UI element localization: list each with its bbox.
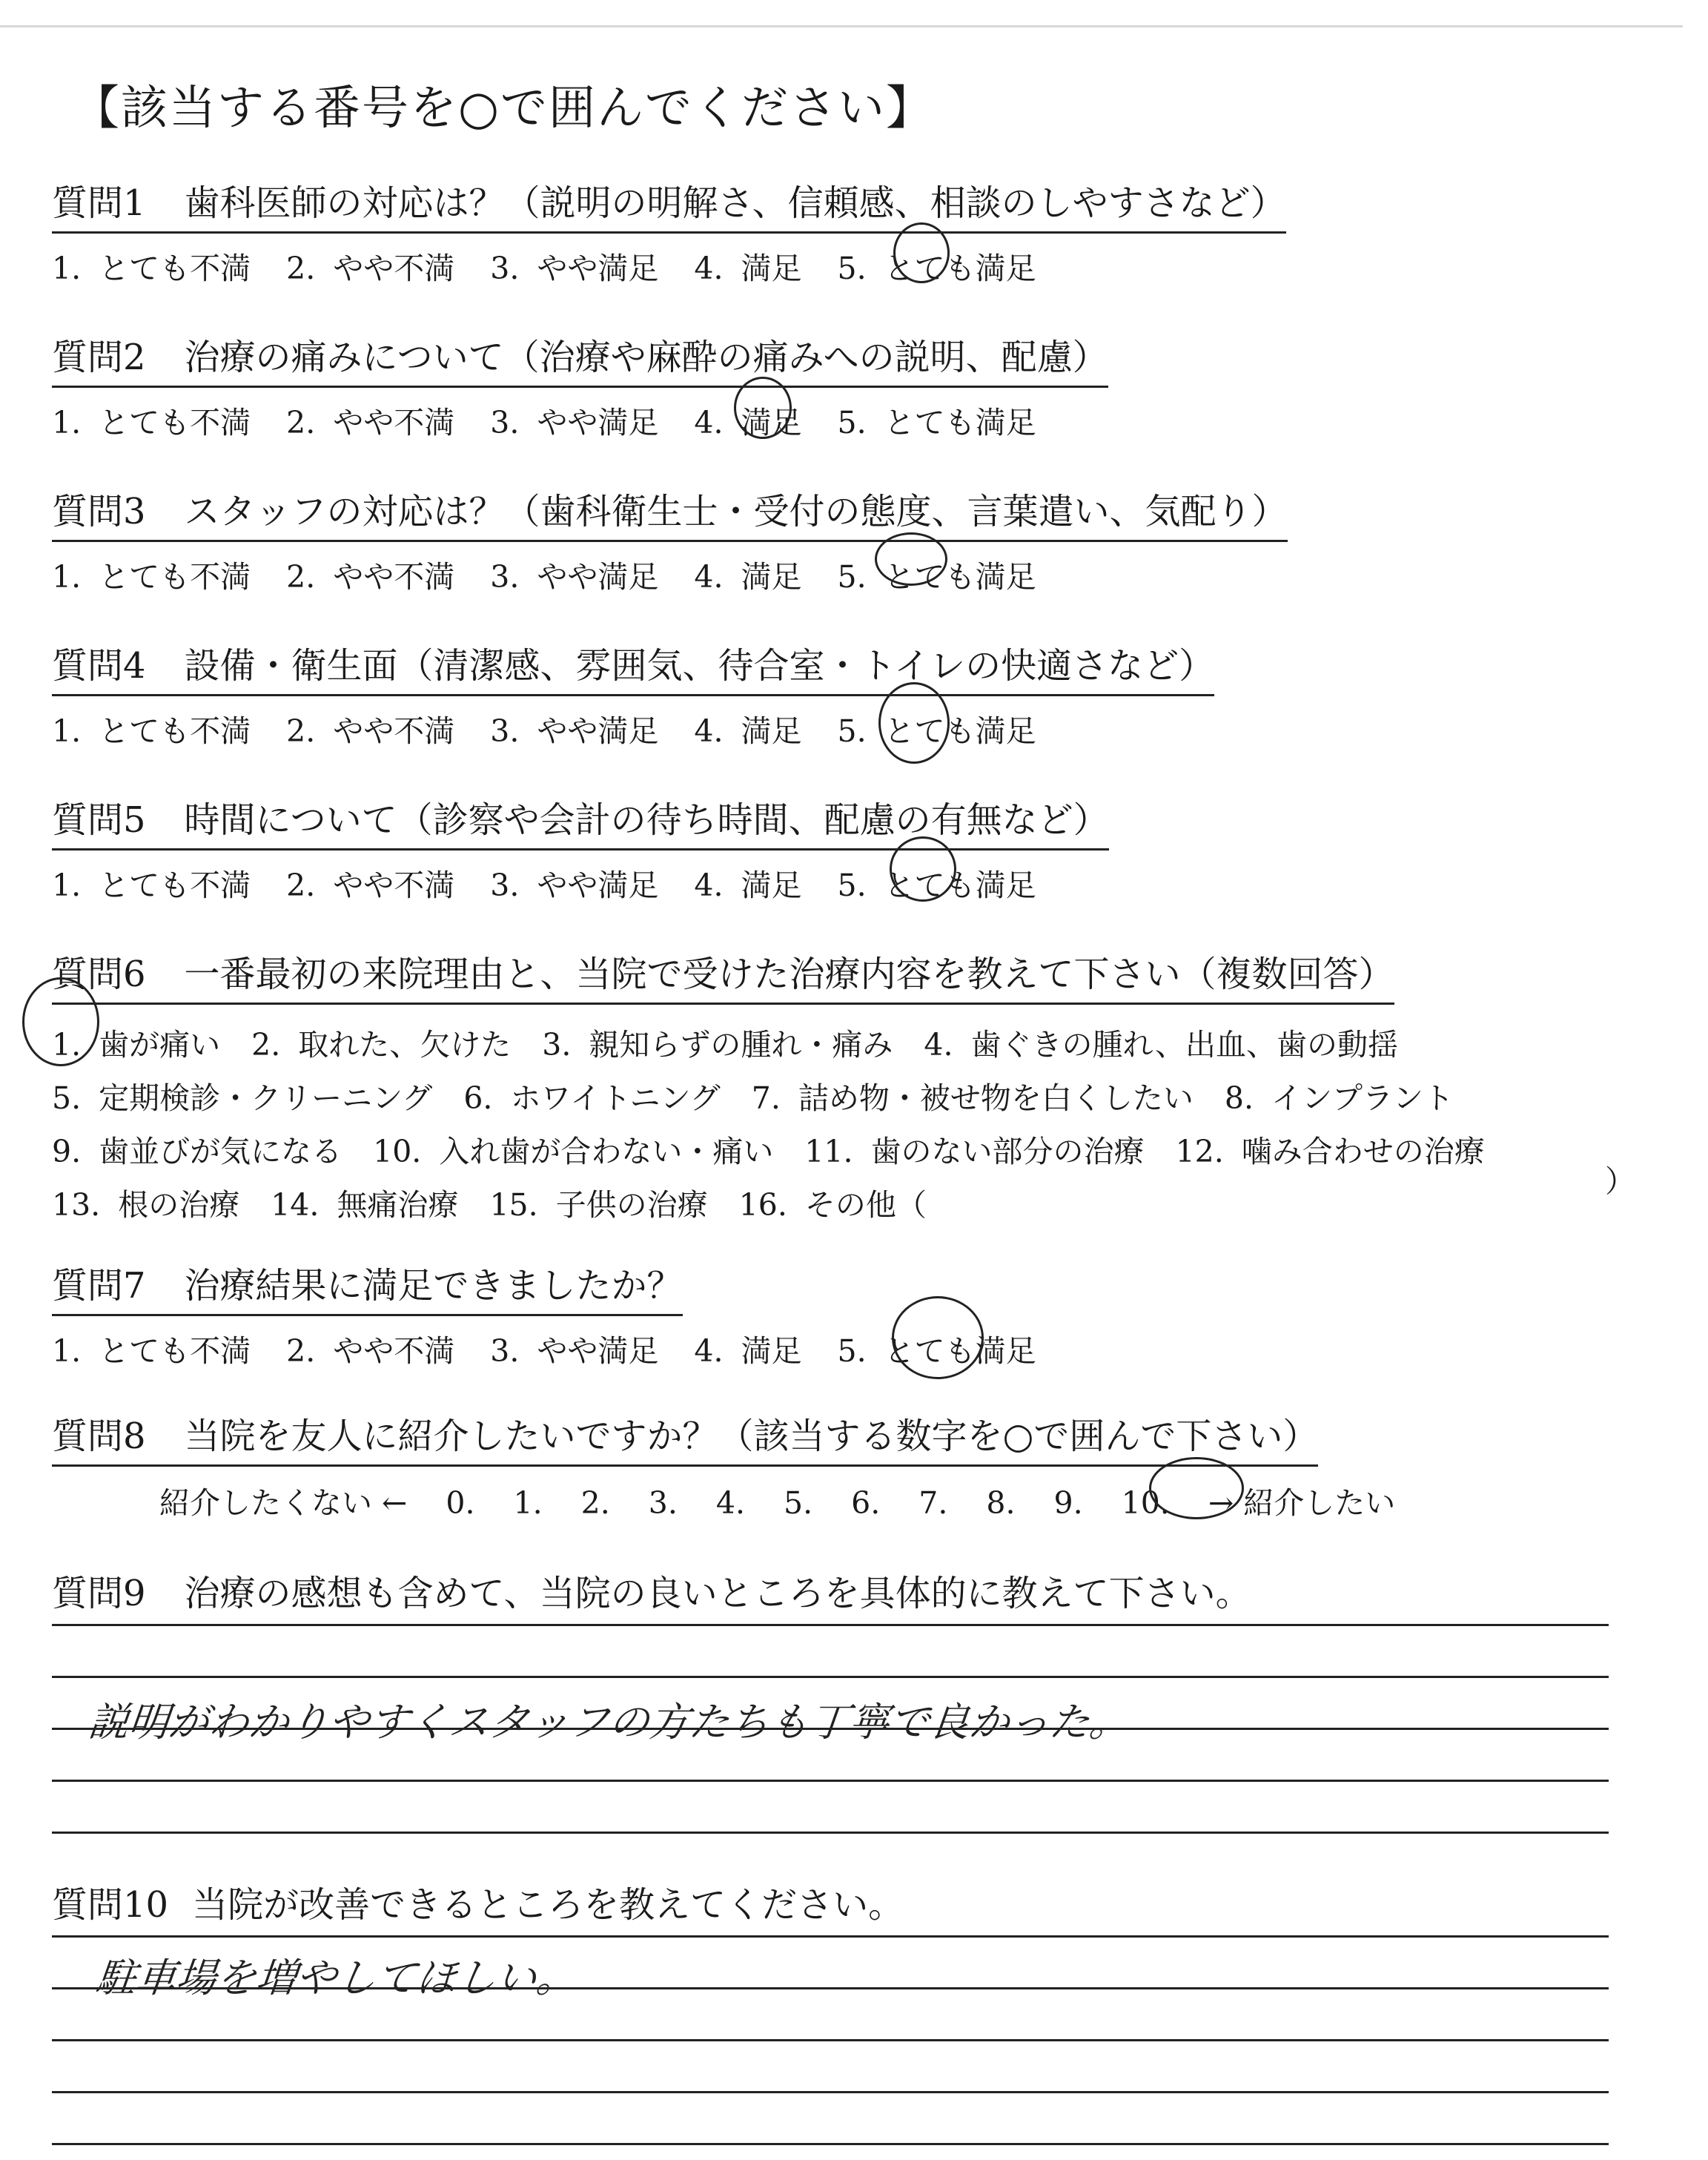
question-2	[52, 328, 1609, 442]
scale-3[interactable]: 3.	[648, 1485, 678, 1521]
option-5[interactable]: 5. とても満足	[837, 868, 1036, 903]
question-number: 質問7	[52, 1265, 146, 1307]
option-3[interactable]: 3. やや満足	[490, 559, 659, 595]
option-4[interactable]: 4. 満足	[694, 559, 802, 595]
option-5[interactable]: 5. とても満足	[837, 405, 1036, 440]
scale-5[interactable]: 5.	[784, 1485, 813, 1521]
rating-options	[52, 552, 1609, 596]
question-number: 質問3	[52, 491, 146, 532]
options-row	[52, 1125, 1609, 1178]
option-2[interactable]: 2. やや不満	[286, 405, 455, 440]
option-4[interactable]: 4. 満足	[694, 1333, 802, 1369]
option-5[interactable]: 5. とても満足	[837, 713, 1036, 749]
handwritten-answer[interactable]: 説明がわかりやすくスタッフの方たちも丁寧で良かった。	[86, 1699, 1132, 1745]
scale-8[interactable]: 8.	[986, 1485, 1016, 1521]
question-10	[52, 1876, 1609, 1933]
page-title: 【該当する番号を○で囲んでください】	[73, 81, 934, 135]
option-2[interactable]: 2. やや不満	[286, 868, 455, 903]
scale-left-label: 紹介したくない ←	[159, 1485, 408, 1521]
answer-line	[52, 1676, 1609, 1678]
question-8	[52, 1407, 1609, 1522]
option-3[interactable]: 3. やや満足	[490, 251, 659, 286]
scale-6[interactable]: 6.	[851, 1485, 881, 1521]
question-8-heading	[52, 1407, 1318, 1467]
question-number: 質問2	[52, 337, 146, 378]
rating-options	[52, 244, 1609, 288]
rating-options	[52, 1327, 1609, 1370]
option-10[interactable]: 10. 入れ歯が合わない・痛い	[373, 1134, 774, 1169]
option-11[interactable]: 11. 歯のない部分の治療	[804, 1134, 1145, 1169]
option-5[interactable]: 5. とても満足	[837, 251, 1036, 286]
question-9	[52, 1565, 1609, 1622]
question-5	[52, 791, 1609, 905]
question-10-heading	[52, 1876, 904, 1933]
question-1-heading	[52, 174, 1286, 234]
option-2[interactable]: 2. やや不満	[286, 559, 455, 595]
option-5[interactable]: 5. 定期検診・クリーニング	[52, 1080, 433, 1116]
answer-line	[52, 2039, 1609, 2041]
question-text: 設備・衛生面（清潔感、雰囲気、待合室・トイレの快適さなど）	[184, 645, 1215, 687]
answer-line	[52, 1935, 1609, 1938]
option-1[interactable]: 1. とても不満	[52, 405, 251, 440]
question-text: 治療結果に満足できましたか？	[184, 1265, 683, 1307]
scale-2[interactable]: 2.	[580, 1485, 610, 1521]
reason-options	[52, 1018, 1609, 1232]
scale-right-label: → 紹介したい	[1208, 1485, 1396, 1521]
rating-options	[52, 398, 1609, 442]
handwritten-answer[interactable]: 駐車場を増やしてほしい。	[93, 1955, 579, 2001]
option-1[interactable]: 1. とても不満	[52, 251, 251, 286]
question-number: 質問9	[52, 1573, 146, 1614]
option-3[interactable]: 3. やや満足	[490, 1333, 659, 1369]
question-2-heading	[52, 328, 1108, 388]
question-6	[52, 945, 1609, 1232]
question-number: 質問4	[52, 645, 146, 687]
option-4[interactable]: 4. 満足	[694, 868, 802, 903]
question-text: 当院を友人に紹介したいですか？（該当する数字を○で囲んで下さい）	[184, 1416, 1319, 1457]
question-1	[52, 174, 1609, 288]
option-3[interactable]: 3. やや満足	[490, 868, 659, 903]
option-4[interactable]: 4. 満足	[694, 713, 802, 749]
question-text: 治療の感想も含めて、当院の良いところを具体的に教えて下さい。	[184, 1573, 1251, 1614]
option-9[interactable]: 9. 歯並びが気になる	[52, 1134, 342, 1169]
option-1[interactable]: 1. とても不満	[52, 1333, 251, 1369]
rating-options	[52, 707, 1609, 750]
option-2[interactable]: 2. やや不満	[286, 1333, 455, 1369]
option-4[interactable]: 4. 歯ぐきの腫れ、出血、歯の動揺	[924, 1027, 1398, 1063]
question-4	[52, 637, 1609, 750]
option-5[interactable]: 5. とても満足	[837, 1333, 1036, 1369]
question-3	[52, 483, 1609, 596]
question-number: 質問1	[52, 182, 146, 224]
answer-line	[52, 1832, 1609, 1834]
question-text: 一番最初の来院理由と、当院で受けた治療内容を教えて下さい（複数回答）	[184, 954, 1394, 995]
question-text: 治療の痛みについて（治療や麻酔の痛みへの説明、配慮）	[184, 337, 1108, 378]
options-row	[52, 1178, 1609, 1232]
answer-line	[52, 2143, 1609, 2145]
option-2[interactable]: 2. やや不満	[286, 713, 455, 749]
question-5-heading	[52, 791, 1109, 851]
option-8[interactable]: 8. インプラント	[1224, 1080, 1454, 1116]
recommend-scale	[52, 1479, 1609, 1522]
question-7	[52, 1257, 1609, 1370]
question-6-heading	[52, 945, 1394, 1005]
question-3-heading	[52, 483, 1288, 542]
option-2[interactable]: 2. 取れた、欠けた	[251, 1027, 512, 1063]
option-3[interactable]: 3. やや満足	[490, 713, 659, 749]
option-4[interactable]: 4. 満足	[694, 251, 802, 286]
option-12[interactable]: 12. 噛み合わせの治療	[1175, 1134, 1485, 1169]
options-row	[52, 1018, 1609, 1071]
scale-0[interactable]: 0.	[446, 1485, 475, 1521]
question-number: 質問6	[52, 954, 146, 995]
option-1[interactable]: 1. とても不満	[52, 713, 251, 749]
question-4-heading	[52, 637, 1214, 696]
answer-line	[52, 2091, 1609, 2093]
option-15[interactable]: 15. 子供の治療	[489, 1187, 708, 1223]
scale-7[interactable]: 7.	[918, 1485, 948, 1521]
option-1[interactable]: 1. とても不満	[52, 559, 251, 595]
answer-line	[52, 1780, 1609, 1782]
option-1[interactable]: 1. 歯が痛い	[52, 1027, 221, 1063]
question-number: 質問5	[52, 799, 146, 841]
option-6[interactable]: 6. ホワイトニング	[463, 1080, 721, 1116]
option-3[interactable]: 3. やや満足	[490, 405, 659, 440]
question-number: 質問10	[52, 1884, 169, 1926]
question-text: 歯科医師の対応は？（説明の明解さ、信頼感、相談のしやすさなど）	[184, 182, 1286, 224]
option-5[interactable]: 5. とても満足	[837, 559, 1036, 595]
scale-1[interactable]: 1.	[513, 1485, 543, 1521]
question-7-heading	[52, 1257, 683, 1316]
scale-9[interactable]: 9.	[1053, 1485, 1083, 1521]
other-close-paren: ）	[1605, 1163, 1635, 1199]
question-text: スタッフの対応は？（歯科衛生士・受付の態度、言葉遣い、気配り）	[184, 491, 1288, 532]
scan-top-edge	[0, 25, 1683, 27]
options-row	[52, 1071, 1609, 1125]
rating-options	[52, 861, 1609, 905]
option-2[interactable]: 2. やや不満	[286, 251, 455, 286]
option-16-other[interactable]: 16. その他（	[738, 1187, 927, 1223]
question-number: 質問8	[52, 1416, 146, 1457]
question-9-heading	[52, 1565, 1251, 1622]
option-14[interactable]: 14. 無痛治療	[271, 1187, 459, 1223]
option-1[interactable]: 1. とても不満	[52, 868, 251, 903]
question-text: 時間について（診察や会計の待ち時間、配慮の有無など）	[184, 799, 1109, 841]
scale-10[interactable]: 10.	[1121, 1485, 1170, 1521]
scale-4[interactable]: 4.	[715, 1485, 746, 1521]
question-text: 当院が改善できるところを教えてください。	[192, 1884, 904, 1926]
option-13[interactable]: 13. 根の治療	[52, 1187, 240, 1223]
answer-line	[52, 1624, 1609, 1626]
option-4[interactable]: 4. 満足	[694, 405, 802, 440]
option-7[interactable]: 7. 詰め物・被せ物を白くしたい	[751, 1080, 1194, 1116]
option-3[interactable]: 3. 親知らずの腫れ・痛み	[542, 1027, 893, 1063]
